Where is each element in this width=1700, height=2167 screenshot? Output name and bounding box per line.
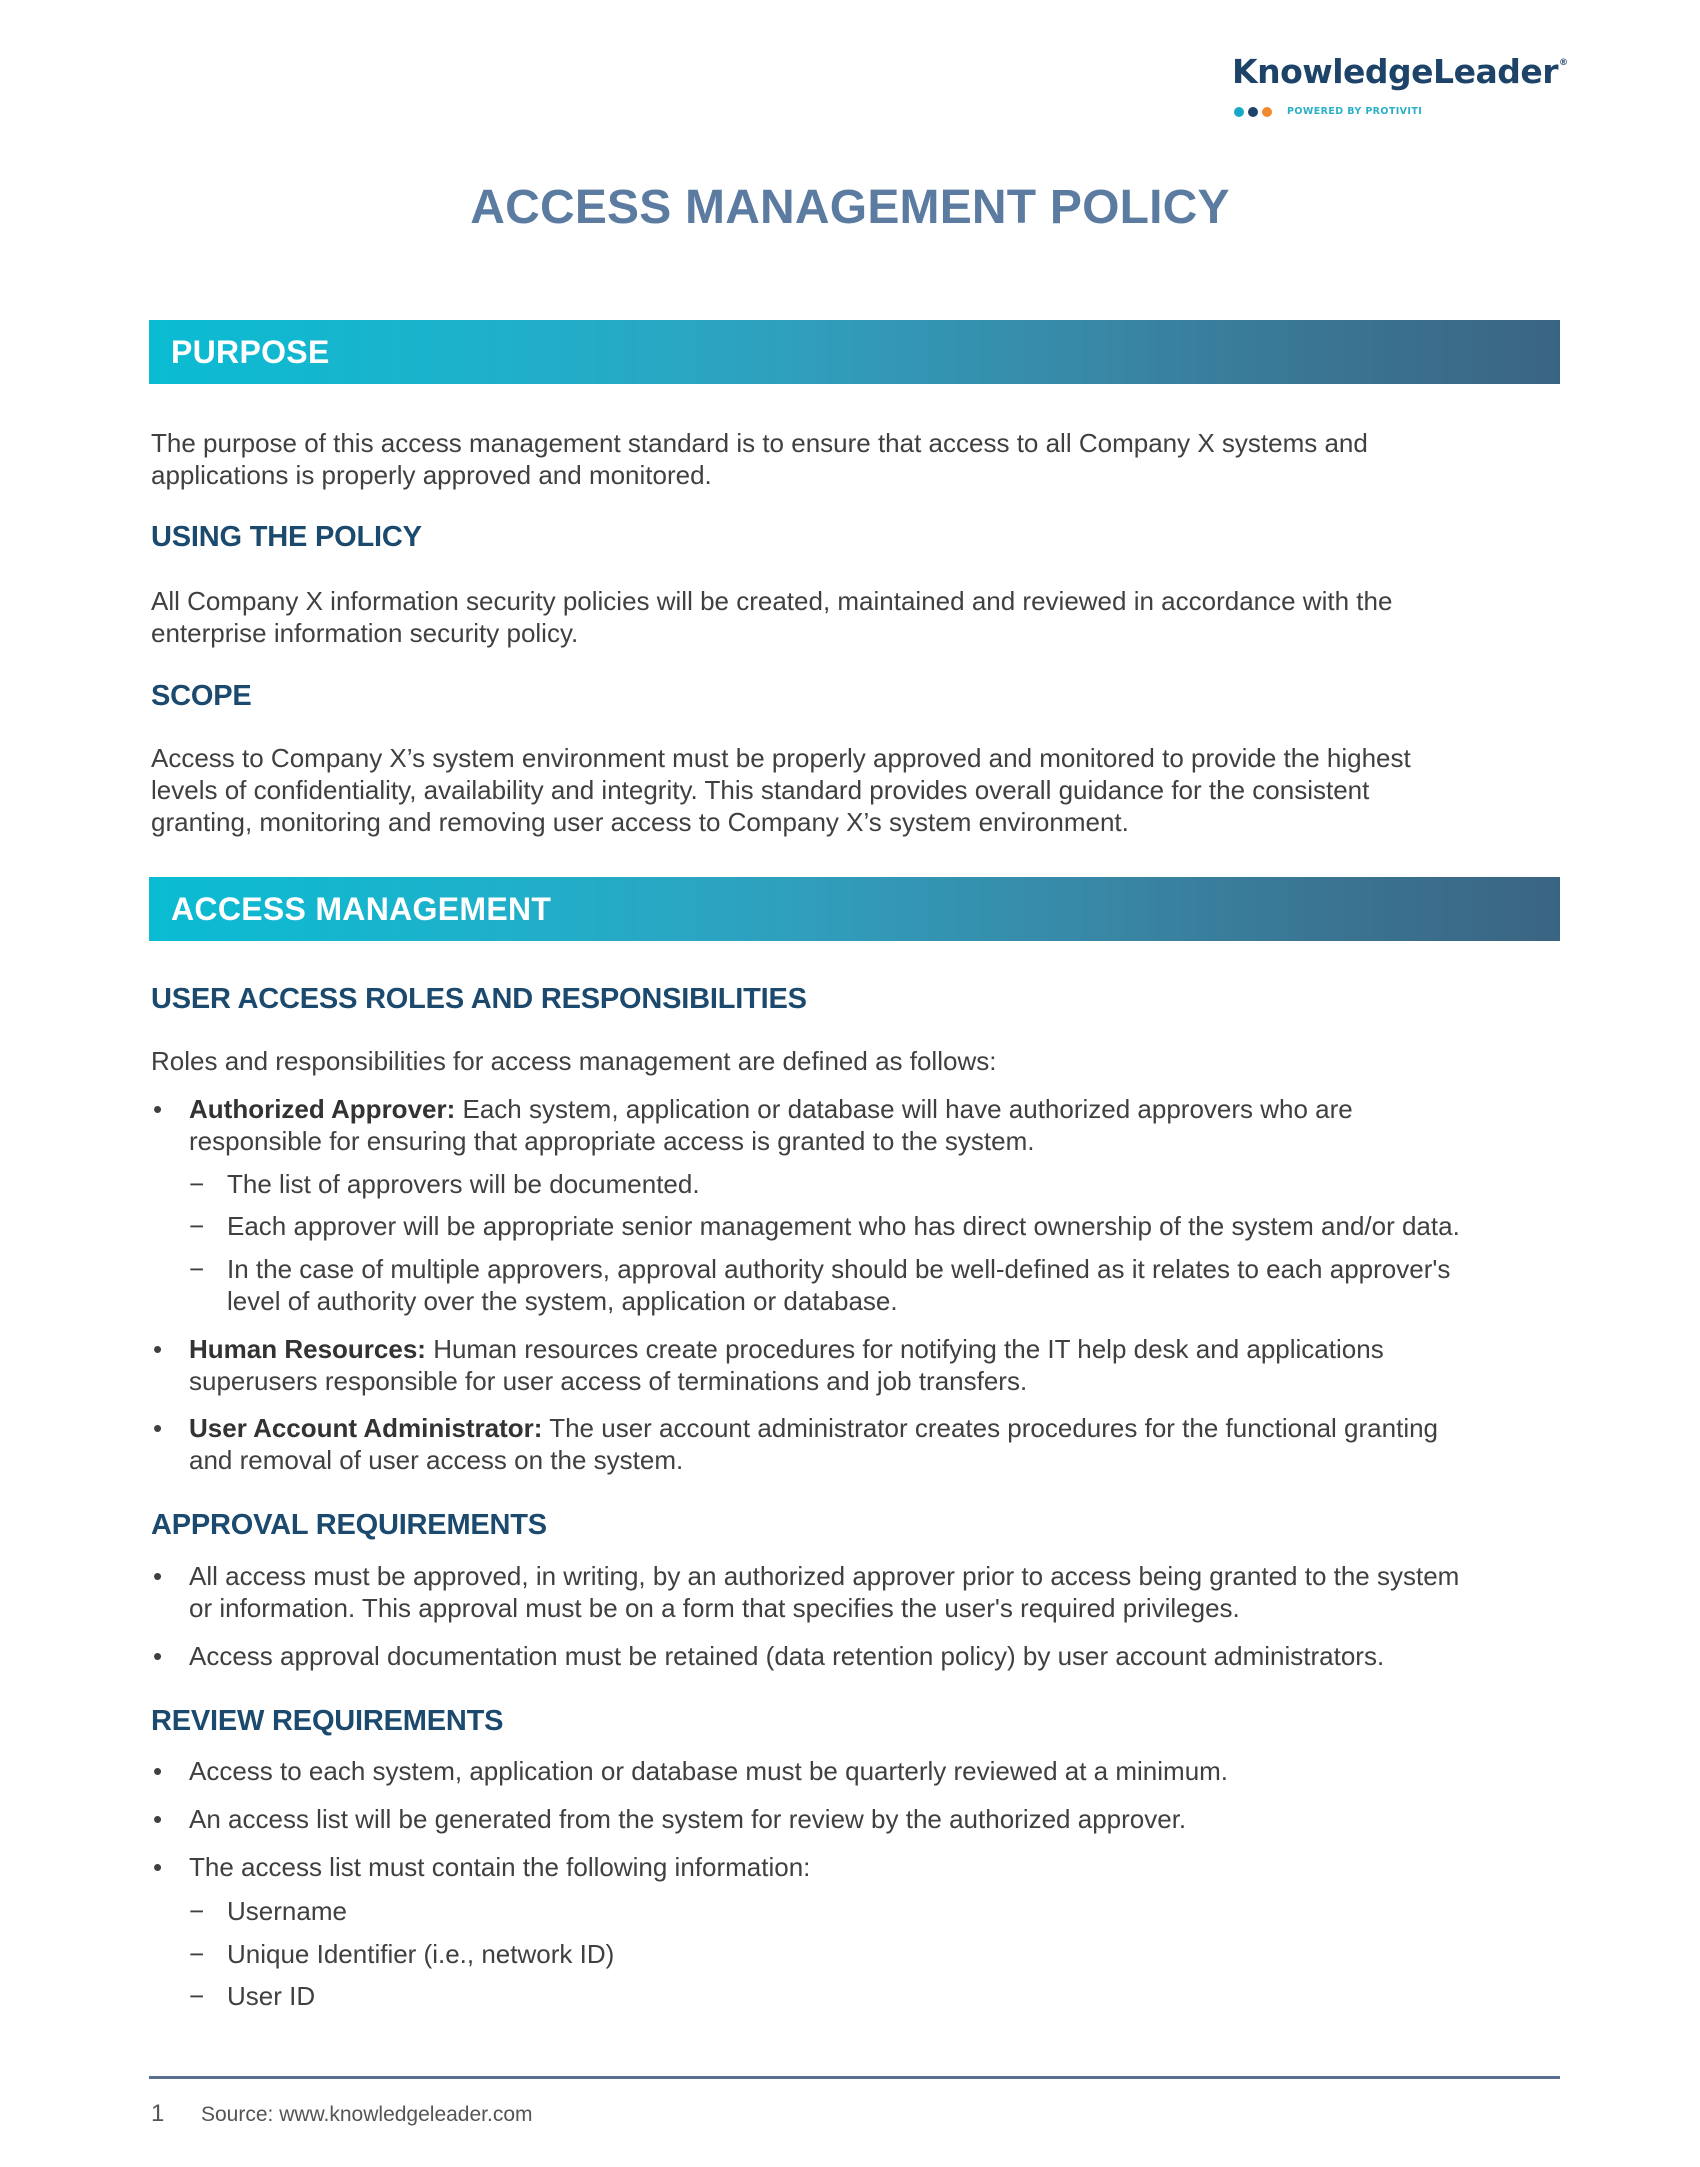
logo-wordmark: KnowledgeLeader (1232, 52, 1558, 91)
dash-icon: − (189, 1211, 205, 1241)
sub-list-item: − Unique Identifier (i.e., network ID) (189, 1939, 615, 1969)
logo-tagline: POWERED BY PROTIVITI (1287, 106, 1423, 117)
heading-scope: SCOPE (151, 680, 252, 712)
heading-using-the-policy: USING THE POLICY (151, 521, 422, 553)
dash-icon: − (189, 1169, 205, 1199)
bullet-icon: • (153, 1413, 163, 1443)
source-link[interactable]: Source: www.knowledgeleader.com (201, 2103, 533, 2126)
registered-mark: ® (1559, 58, 1568, 68)
section-bar-access-management (149, 877, 1560, 941)
bullet-icon: • (153, 1804, 163, 1834)
dash-icon: − (189, 1939, 205, 1969)
page-number: 1 (151, 2100, 165, 2127)
list-item: • Access approval documentation must be retained (data retention policy) by user account administrators. (153, 1641, 1385, 1671)
list-item: • Access to each system, application or database must be quarterly reviewed at a minimum. (153, 1756, 1229, 1786)
page-title: ACCESS MANAGEMENT POLICY (470, 181, 1230, 234)
sub-list-item: − The list of approvers will be documented. (189, 1169, 700, 1199)
text-line: Access to Company X’s system environment must be properly approved and monitored to provide the highest (151, 743, 1411, 773)
using-policy-text (151, 585, 1551, 649)
list-item-authorized-approver: • Authorized Approver: Each system, application or database will have authorized approvers who are responsible for ensuring that appropriate access is granted to the system. (153, 1094, 1353, 1156)
bullet-icon: • (153, 1756, 163, 1786)
heading-approval-requirements: APPROVAL REQUIREMENTS (151, 1509, 547, 1541)
scope-text (151, 742, 1551, 838)
logo-dots-icon (1234, 107, 1272, 117)
dot-orange-icon (1262, 107, 1272, 117)
section-bar-purpose (149, 320, 1560, 384)
bullet-icon: • (153, 1561, 163, 1591)
section-bar-label: ACCESS MANAGEMENT (171, 891, 552, 927)
sub-list-item: − User ID (189, 1981, 316, 2011)
sub-list-item: − Each approver will be appropriate senior management who has direct ownership of the system and/or data. (189, 1211, 1460, 1241)
section-bar-label: PURPOSE (171, 334, 330, 370)
bullet-icon: • (153, 1641, 163, 1671)
role-label: Authorized Approver: (189, 1094, 456, 1124)
role-label: Human Resources: (189, 1334, 426, 1364)
sub-list-item: − Username (189, 1896, 347, 1926)
text-line: levels of confidentiality, availability and integrity. This standard provides overall guidance for the consistent (151, 775, 1370, 805)
dash-icon: − (189, 1254, 205, 1284)
heading-user-access-roles: USER ACCESS ROLES AND RESPONSIBILITIES (151, 983, 807, 1015)
bullet-icon: • (153, 1094, 163, 1124)
dash-icon: − (189, 1896, 205, 1926)
text-line: applications is properly approved and monitored. (151, 460, 712, 490)
roles-intro: Roles and responsibilities for access management are defined as follows: (151, 1046, 997, 1076)
text-line: enterprise information security policy. (151, 618, 579, 648)
role-label: User Account Administrator: (189, 1413, 543, 1443)
text-line: All Company X information security policies will be created, maintained and reviewed in accordance with the (151, 586, 1393, 616)
purpose-text (151, 427, 1551, 491)
bullet-icon: • (153, 1852, 163, 1882)
dot-cyan-icon (1234, 107, 1244, 117)
list-item: • All access must be approved, in writing, by an authorized approver prior to access being granted to the system or information. This approval must be on a form that specifies the user's required privileges. (153, 1561, 1460, 1623)
dash-icon: − (189, 1981, 205, 2011)
sub-list-item: − In the case of multiple approvers, approval authority should be well-defined as it relates to each approver's level of authority over the system, application or database. (189, 1254, 1451, 1316)
list-item-human-resources: • Human Resources: Human resources create procedures for notifying the IT help desk and applications superusers responsible for user access of terminations and job transfers. (153, 1334, 1384, 1396)
dot-navy-icon (1248, 107, 1258, 117)
text-line: granting, monitoring and removing user access to Company X’s system environment. (151, 807, 1129, 837)
heading-review-requirements: REVIEW REQUIREMENTS (151, 1705, 504, 1737)
knowledgeleader-logo (1232, 52, 1568, 132)
footer-divider (149, 2076, 1560, 2079)
list-item: • An access list will be generated from the system for review by the authorized approver. (153, 1804, 1187, 1834)
list-item-user-account-administrator: • User Account Administrator: The user account administrator creates procedures for the functional granting and removal of user access on the system. (153, 1413, 1439, 1475)
bullet-icon: • (153, 1334, 163, 1364)
text-line: The purpose of this access management standard is to ensure that access to all Company X systems and (151, 428, 1368, 458)
list-item: • The access list must contain the following information: (153, 1852, 811, 1882)
